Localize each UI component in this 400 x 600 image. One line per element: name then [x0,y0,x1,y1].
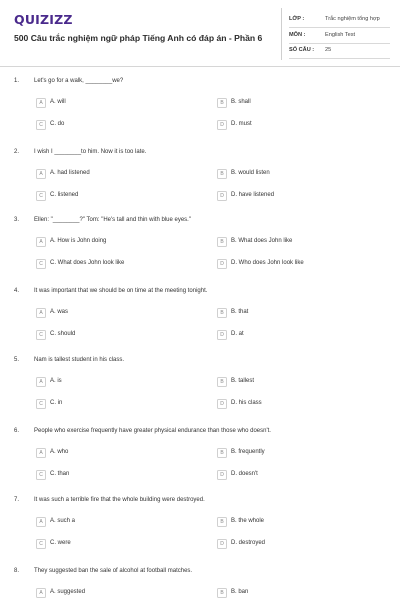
option-letter-box[interactable]: D [217,399,227,409]
question-number: 3. [14,217,20,223]
option-letter-box[interactable]: A [36,448,46,458]
option-text: B. that [231,309,249,315]
question-text: Ellen: "________?" Tom: "He's tall and thin with blue eyes." [34,217,191,223]
option-letter-box[interactable]: A [36,588,46,598]
answer-option[interactable] [36,539,196,549]
option-text: C. do [50,121,65,127]
option-letter-box[interactable]: A [36,169,46,179]
answer-option[interactable] [217,259,377,269]
answer-option[interactable] [36,308,196,318]
question-text: Nam is tallest student in his class. [34,357,125,363]
option-text: A. How is John doing [50,238,107,244]
question-number: 2. [14,149,20,155]
option-letter-box[interactable]: D [217,191,227,201]
option-letter-box[interactable]: D [217,539,227,549]
option-text: D. at [231,331,244,337]
option-text: B. the whole [231,518,265,524]
option-text: D. Who does John look like [231,260,304,266]
option-text: A. was [50,309,69,315]
question-text: Let's go for a walk, ________we? [34,78,124,84]
question-text: It was important that we should be on time at the meeting tonight. [34,288,208,294]
option-text: A. will [50,99,66,105]
option-letter-box[interactable]: A [36,237,46,247]
option-text: C. in [50,400,63,406]
option-text: C. listened [50,192,79,198]
answer-option[interactable] [217,517,377,527]
option-letter-box[interactable]: A [36,377,46,387]
option-letter-box[interactable]: C [36,470,46,480]
answer-option[interactable] [217,448,377,458]
option-text: B. frequently [231,449,265,455]
option-text: C. What does John look like [50,260,125,266]
option-text: A. suggested [50,589,86,595]
option-text: D. destroyed [231,540,266,546]
meta-underline [289,27,390,28]
meta-class-value: Trắc nghiệm tổng hợp [325,16,380,22]
option-text: C. were [50,540,71,546]
meta-count-label: SỐ CÂU : [289,47,315,53]
option-letter-box[interactable]: B [217,377,227,387]
answer-option[interactable] [217,377,377,387]
option-letter-box[interactable]: C [36,120,46,130]
answer-option[interactable] [217,169,377,179]
answer-option[interactable] [36,588,196,598]
option-text: B. shall [231,99,251,105]
answer-option[interactable] [217,120,377,130]
question-text: People who exercise frequently have greater physical endurance than those who doesn't. [34,428,271,434]
question-text: They suggested ban the sale of alcohol at football matches. [34,568,193,574]
answer-option[interactable] [36,169,196,179]
answer-option[interactable] [217,588,377,598]
option-text: C. than [50,471,70,477]
option-text: D. his class [231,400,262,406]
answer-option[interactable] [36,191,196,201]
question-number: 1. [14,78,20,84]
option-text: A. who [50,449,69,455]
option-text: D. doesn't [231,471,258,477]
option-letter-box[interactable]: C [36,259,46,269]
answer-option[interactable] [217,399,377,409]
option-letter-box[interactable]: B [217,237,227,247]
header-bottom-border [0,66,400,67]
option-letter-box[interactable]: C [36,330,46,340]
answer-option[interactable] [217,330,377,340]
question-number: 5. [14,357,20,363]
option-letter-box[interactable]: B [217,98,227,108]
option-letter-box[interactable]: B [217,588,227,598]
answer-option[interactable] [36,120,196,130]
option-letter-box[interactable]: D [217,120,227,130]
meta-subject-value: English Test [325,32,356,38]
answer-option[interactable] [217,470,377,480]
answer-option[interactable] [217,191,377,201]
answer-option[interactable] [36,470,196,480]
question-text: It was such a terrible fire that the whole building were destroyed. [34,497,205,503]
option-letter-box[interactable]: D [217,259,227,269]
quizizz-logo: QUIZIZZ [14,12,73,27]
question-number: 7. [14,497,20,503]
option-text: B. What does John like [231,238,293,244]
option-letter-box[interactable]: A [36,308,46,318]
option-letter-box[interactable]: B [217,169,227,179]
question-number: 4. [14,288,20,294]
option-letter-box[interactable]: D [217,330,227,340]
answer-option[interactable] [36,377,196,387]
answer-option[interactable] [36,98,196,108]
meta-class-label: LỚP : [289,16,305,22]
option-letter-box[interactable]: A [36,98,46,108]
meta-count-value: 25 [325,47,332,53]
answer-option[interactable] [36,448,196,458]
option-text: A. had listened [50,170,90,176]
question-number: 6. [14,428,20,434]
answer-option[interactable] [217,237,377,247]
worksheet-title: 500 Câu trắc nghiệm ngữ pháp Tiếng Anh có đáp án - Phần 6 [14,33,263,43]
option-letter-box[interactable]: B [217,448,227,458]
option-letter-box[interactable]: C [36,539,46,549]
answer-option[interactable] [36,259,196,269]
option-text: C. should [50,331,76,337]
question-number: 8. [14,568,20,574]
option-letter-box[interactable]: C [36,399,46,409]
header-divider [281,8,282,60]
option-text: A. such a [50,518,76,524]
answer-option[interactable] [36,517,196,527]
option-letter-box[interactable]: D [217,470,227,480]
answer-option[interactable] [217,308,377,318]
option-text: D. have listened [231,192,275,198]
meta-underline [289,58,390,59]
option-text: B. tallest [231,378,255,384]
option-letter-box[interactable]: B [217,517,227,527]
option-letter-box[interactable]: B [217,308,227,318]
option-text: B. would listen [231,170,270,176]
option-text: A. is [50,378,62,384]
answer-option[interactable] [36,330,196,340]
option-letter-box[interactable]: C [36,191,46,201]
answer-option[interactable] [217,98,377,108]
answer-option[interactable] [217,539,377,549]
answer-option[interactable] [36,237,196,247]
option-text: D. must [231,121,252,127]
question-text: I wish I ________to him. Now it is too late. [34,149,147,155]
answer-option[interactable] [36,399,196,409]
option-text: B. ban [231,589,249,595]
meta-underline [289,43,390,44]
worksheet-header [0,0,400,66]
meta-subject-label: MÔN : [289,32,306,38]
option-letter-box[interactable]: A [36,517,46,527]
